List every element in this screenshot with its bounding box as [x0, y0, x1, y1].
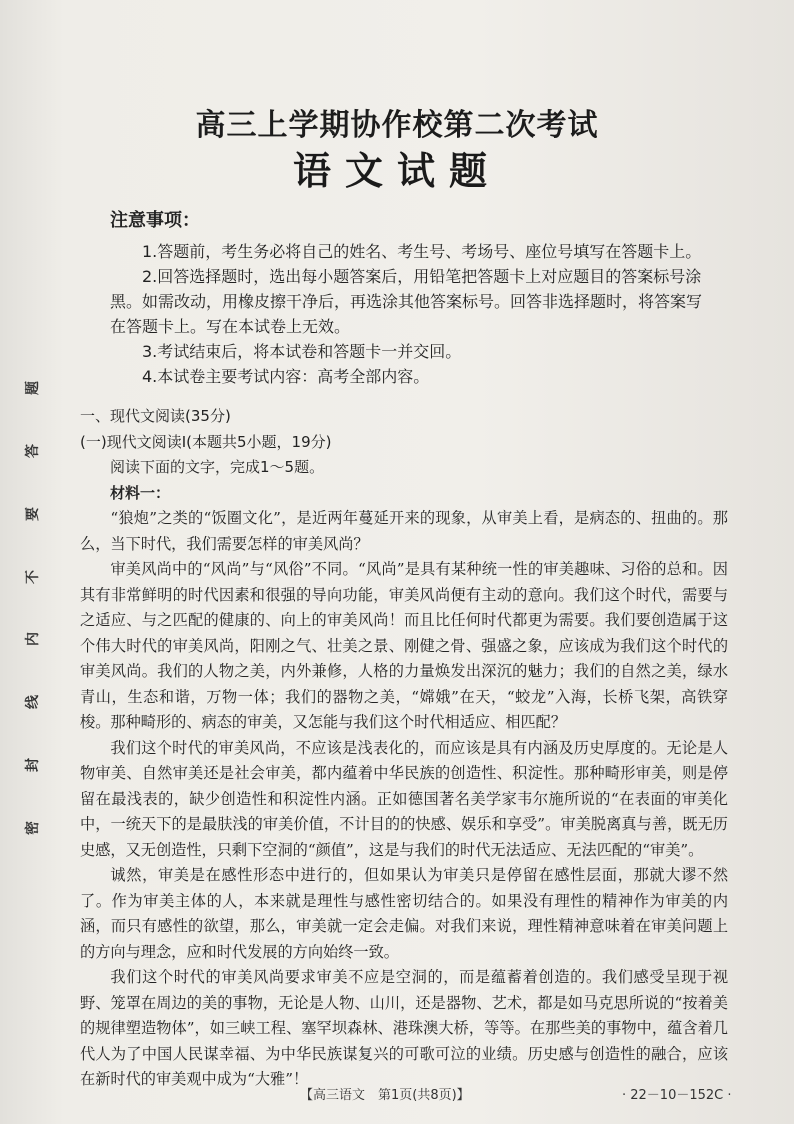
binding-char: 答 [25, 443, 41, 458]
subsection-heading: (一)现代文阅读Ⅰ(本题共5小题，19分) [80, 432, 332, 451]
page-number-label: 【高三语文 第1页(共8页)】 [300, 1088, 470, 1103]
notice-heading: 注意事项： [110, 210, 200, 231]
passage-paragraph: 诚然，审美是在感性形态中进行的，但如果认为审美只是停留在感性层面，那就大谬不然了。作为审美主体的人，本来就是理性与感性密切结合的。如果没有理性的精神作为审美的内涵，而只有感性的欲望，那么，审美就一定会走偏。对我们来说，理性精神意味着在审美问题上的方向与理念，应和时代发展的方向始终一致。 [80, 866, 728, 961]
notice-block [110, 208, 710, 389]
reading-section [80, 404, 728, 1093]
binding-char: 线 [25, 695, 41, 710]
binding-char: 密 [25, 820, 41, 835]
notice-item-3: 3.考试结束后，将本试卷和答题卡一并交回。 [142, 342, 462, 361]
notice-item-1: 1.答题前，考生务必将自己的姓名、考生号、考场号、座位号填写在答题卡上。 [142, 242, 702, 261]
reading-instruction: 阅读下面的文字，完成1～5题。 [110, 458, 325, 476]
passage-paragraph: 我们这个时代的审美风尚，不应该是浅表化的，而应该是具有内涵及历史厚度的。无论是人物审美、自然审美还是社会审美，都内蕴着中华民族的创造性、积淀性。那种畸形审美，则是停留在最浅表的，缺少创造性和积淀性内涵。正如德国著名美学家韦尔施所说的“在表面的审美化中，一统天下的是最肤浅的审美价值，不计目的的快感、娱乐和享受”。审美脱离真与善，既无历史感，又无创造性，只剩下空洞的“颜值”，这是与我们的时代无法适应、无法匹配的“审美”。 [80, 738, 728, 859]
notice-item-4: 4.本试卷主要考试内容：高考全部内容。 [142, 367, 430, 386]
passage-paragraph: 我们这个时代的审美风尚要求审美不应是空洞的，而是蕴蓄着创造的。我们感受呈现于视野、笼罩在周边的美的事物，无论是人物、山川，还是器物、艺术，都是如马克思所说的“按着美的规律塑造物体”，如三峡工程、塞罕坝森林、港珠澳大桥，等等。在那些美的事物中，蕴含着几代人为了中国人民谋幸福、为中华民族谋复兴的可歌可泣的业绩。历史感与创造性的融合，应该在新时代的审美观中成为“大雅”！ [80, 968, 728, 1088]
binding-char: 题 [25, 381, 41, 395]
binding-char: 内 [25, 632, 41, 647]
section-heading: 一、现代文阅读(35分) [80, 407, 231, 425]
binding-char: 要 [25, 506, 41, 521]
exam-title: 高三上学期协作校第二次考试 [195, 108, 599, 143]
exam-code: · 22－10－152C · [622, 1088, 732, 1103]
notice-item-2: 2.回答选择题时，选出每小题答案后，用铅笔把答题卡上对应题目的答案标号涂黑。如需改动，用橡皮擦干净后，再选涂其他答案标号。回答非选择题时，将答案写在答题卡上。写在本试卷上无效。 [110, 267, 703, 336]
passage-paragraph: “狼炮”之类的“饭圈文化”，是近两年蔓延开来的现象，从审美上看，是病态的、扭曲的。那么，当下时代，我们需要怎样的审美风尚？ [80, 509, 728, 553]
binding-margin-strip [18, 378, 46, 838]
binding-char: 封 [25, 758, 41, 773]
passage-paragraph: 审美风尚中的“风尚”与“风俗”不同。“风尚”是具有某种统一性的审美趣味、习俗的总和。因其有非常鲜明的时代因素和很强的导向功能，审美风尚便有主动的意向。我们这个时代，需要与之适应、与之匹配的健康的、向上的审美风尚！而且比任何时代都更为需要。我们要创造属于这个伟大时代的审美风尚，阳刚之气、壮美之景、刚健之骨、强盛之象，应该成为我们这个时代的审美风尚。我们的人物之美，内外兼修，人格的力量焕发出深沉的魅力；我们的自然之美，绿水青山，生态和谐，万物一体；我们的器物之美，“嫦娥”在天，“蛟龙”入海，长桥飞架，高铁穿梭。那种畸形的、病态的审美，又怎能与我们这个时代相适应、相匹配？ [80, 560, 728, 731]
subject-title: 语文试题 [292, 149, 501, 193]
binding-char: 不 [25, 569, 41, 584]
material-label: 材料一： [110, 483, 171, 502]
